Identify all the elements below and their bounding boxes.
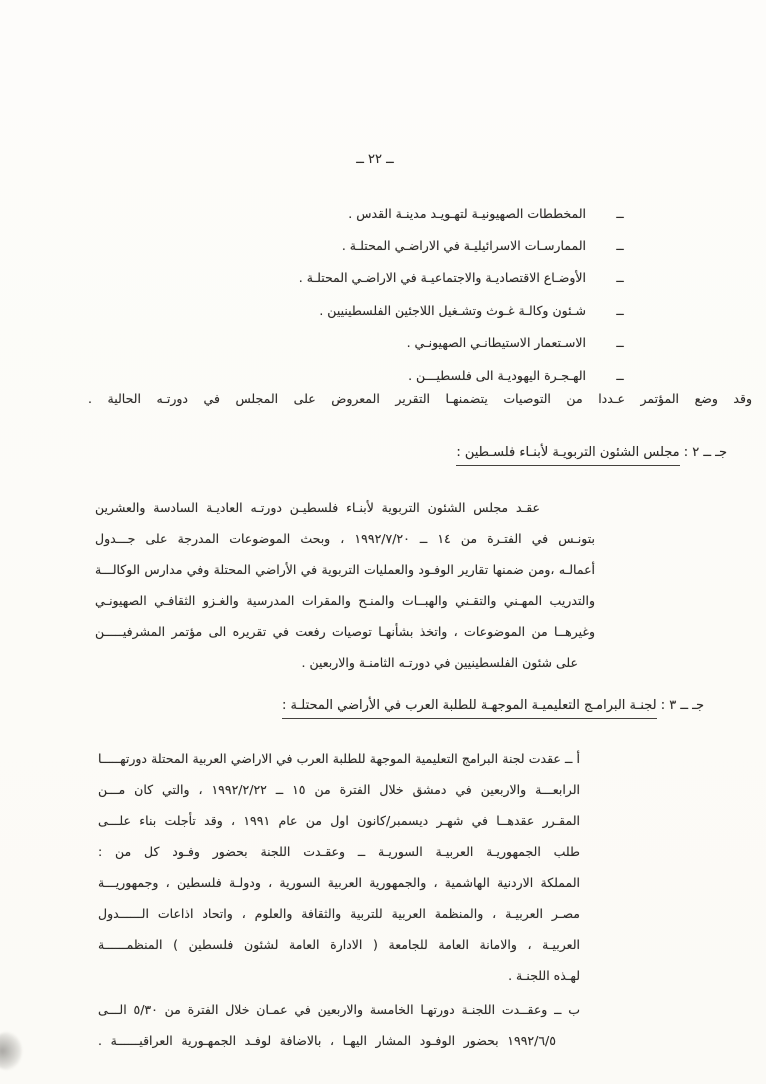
paragraph-line: طلب الجمهوريـة العربيـة السوريـة ــ وعقـدت اللجنة بحضور وفـود كل من :	[98, 844, 580, 859]
dash-marker: ــ	[616, 238, 624, 254]
paragraph-line: وغيرهــا من الموضوعات ، واتخذ بشأنهـا توصيات رفعت في تقريره الى مؤتمر المشرفيـــــن	[95, 624, 595, 639]
paragraph-line: الرابعـــة والاربعين في دمشق خلال الفترة من ١٥ ــ ١٩٩٢/٢/٢٢ ، والتي كان مـــن	[98, 782, 580, 797]
topic-item	[299, 359, 628, 391]
scan-smudge-artifact	[0, 1032, 22, 1070]
paragraph-line: العربيـة ، والامانة العامة للجامعة ( الادارة العامة لشئون فلسطين ) المنظمــــــة	[98, 937, 580, 952]
dash-marker: ــ	[616, 335, 624, 351]
paragraph-line: المملكة الاردنية الهاشمية ، والجمهورية العربية السورية ، ودولـة فلسطين ، وجمهوريـــة	[98, 875, 580, 890]
topic-item	[299, 262, 628, 294]
paragraph-line: لهـذه اللجنـة .	[508, 968, 580, 983]
dash-marker: ــ	[616, 367, 624, 383]
topic-text: الهـجـرة اليهوديـة الى فلسطيـــن .	[408, 367, 586, 383]
paragraph-line: أعمالـه ،ومن ضمنها تقارير الوفـود والعمليات التربوية في الأراضي المحتلة وفي مدارس الوكالـــة	[95, 562, 595, 577]
paragraph-line: أ ــ عقدت لجنة البرامج التعليمية الموجهة للطلبة العرب في الاراضي العربية المحتلة دورتهـــــا	[98, 751, 580, 766]
paragraph-line: والتدريب المهـني والتقـني والهبــات والمنـح والمقرات المدرسية والغـزو الثقافـي الصهيونـي	[95, 593, 595, 608]
dash-marker: ــ	[616, 302, 624, 318]
paragraph-line: ب ــ وعقــدت اللجنـة دورتهـا الخامسة والاربعين في عمـان خلال الفترة من ٥/٣٠ الـــى	[98, 1002, 580, 1017]
item-b-paragraph	[98, 994, 580, 1056]
topic-text: الاسـتعمار الاستيطانـي الصهيونـي .	[406, 335, 586, 351]
intro-paragraph: وقد وضع المؤتمر عـددا من التوصيات يتضمنهـا التقرير المعروض على المجلس في دورتـه الحالية .	[88, 391, 752, 406]
paragraph-line: على شئون الفلسطينيين في دورتـه الثامنـة والاربعين .	[301, 655, 578, 670]
topic-text: المخططات الصهيونيـة لتهـويـد مدينـة القدس .	[348, 205, 586, 221]
topic-text: الممارسـات الاسرائيليـة في الاراضـي المحتلـة .	[341, 238, 586, 254]
item-a-paragraph	[98, 743, 580, 991]
heading-title: لجنـة البرامـج التعليميـة الموجهـة للطلبة العرب في الأراضي المحتلـة :	[282, 698, 657, 719]
topic-text: الأوضـاع الاقتصاديـة والاجتماعيـة في الاراضـي المحتلـة .	[298, 270, 586, 286]
topic-item	[299, 294, 628, 326]
paragraph-line: المقـرر عقدهــا في شهـر ديسمبر/كانون اول من عام ١٩٩١ ، وقد تأجلت بناء علـــى	[98, 813, 581, 828]
paragraph-line: ١٩٩٢/٦/٥ بحضور الوفـود المشار اليهـا ، بالاضافة لوفـد الجمهـورية العراقيــــــة .	[98, 1033, 556, 1048]
section-c2-paragraph	[95, 492, 595, 678]
paragraph-line: بتونـس في الفتـرة من ١٤ ــ ١٩٩٢/٧/٢٠ ، وبحث الموضوعات المدرجة على جـــدول	[95, 531, 595, 546]
page-number: ــ ٢٢ ــ	[356, 152, 394, 167]
paragraph-line: مصـر العربيـة ، والمنظمة العربية للتربية والثقافة والعلوم ، واتحاد اذاعات الــــــدول	[98, 906, 580, 921]
topic-text: شـئون وكالـة غـوث وتشـغيل اللاجئين الفلسطينيين .	[319, 302, 586, 318]
topics-list	[299, 197, 628, 391]
topic-item	[299, 229, 628, 261]
dash-marker: ــ	[616, 205, 624, 221]
topic-item	[299, 197, 628, 229]
topic-item	[299, 327, 628, 359]
heading-prefix: جـ ــ ٢ :	[679, 445, 727, 460]
section-c3-heading	[282, 697, 704, 715]
section-c2-heading	[456, 444, 727, 462]
dash-marker: ــ	[616, 270, 624, 286]
heading-title: مجلس الشئون التربويـة لأبنـاء فلسـطين :	[456, 445, 679, 466]
paragraph-line: عقـد مجلس الشئون التربوية لأبنـاء فلسطيـن دورتـه العاديـة السادسة والعشرين	[95, 500, 540, 515]
heading-prefix: جـ ــ ٣ :	[656, 698, 704, 713]
